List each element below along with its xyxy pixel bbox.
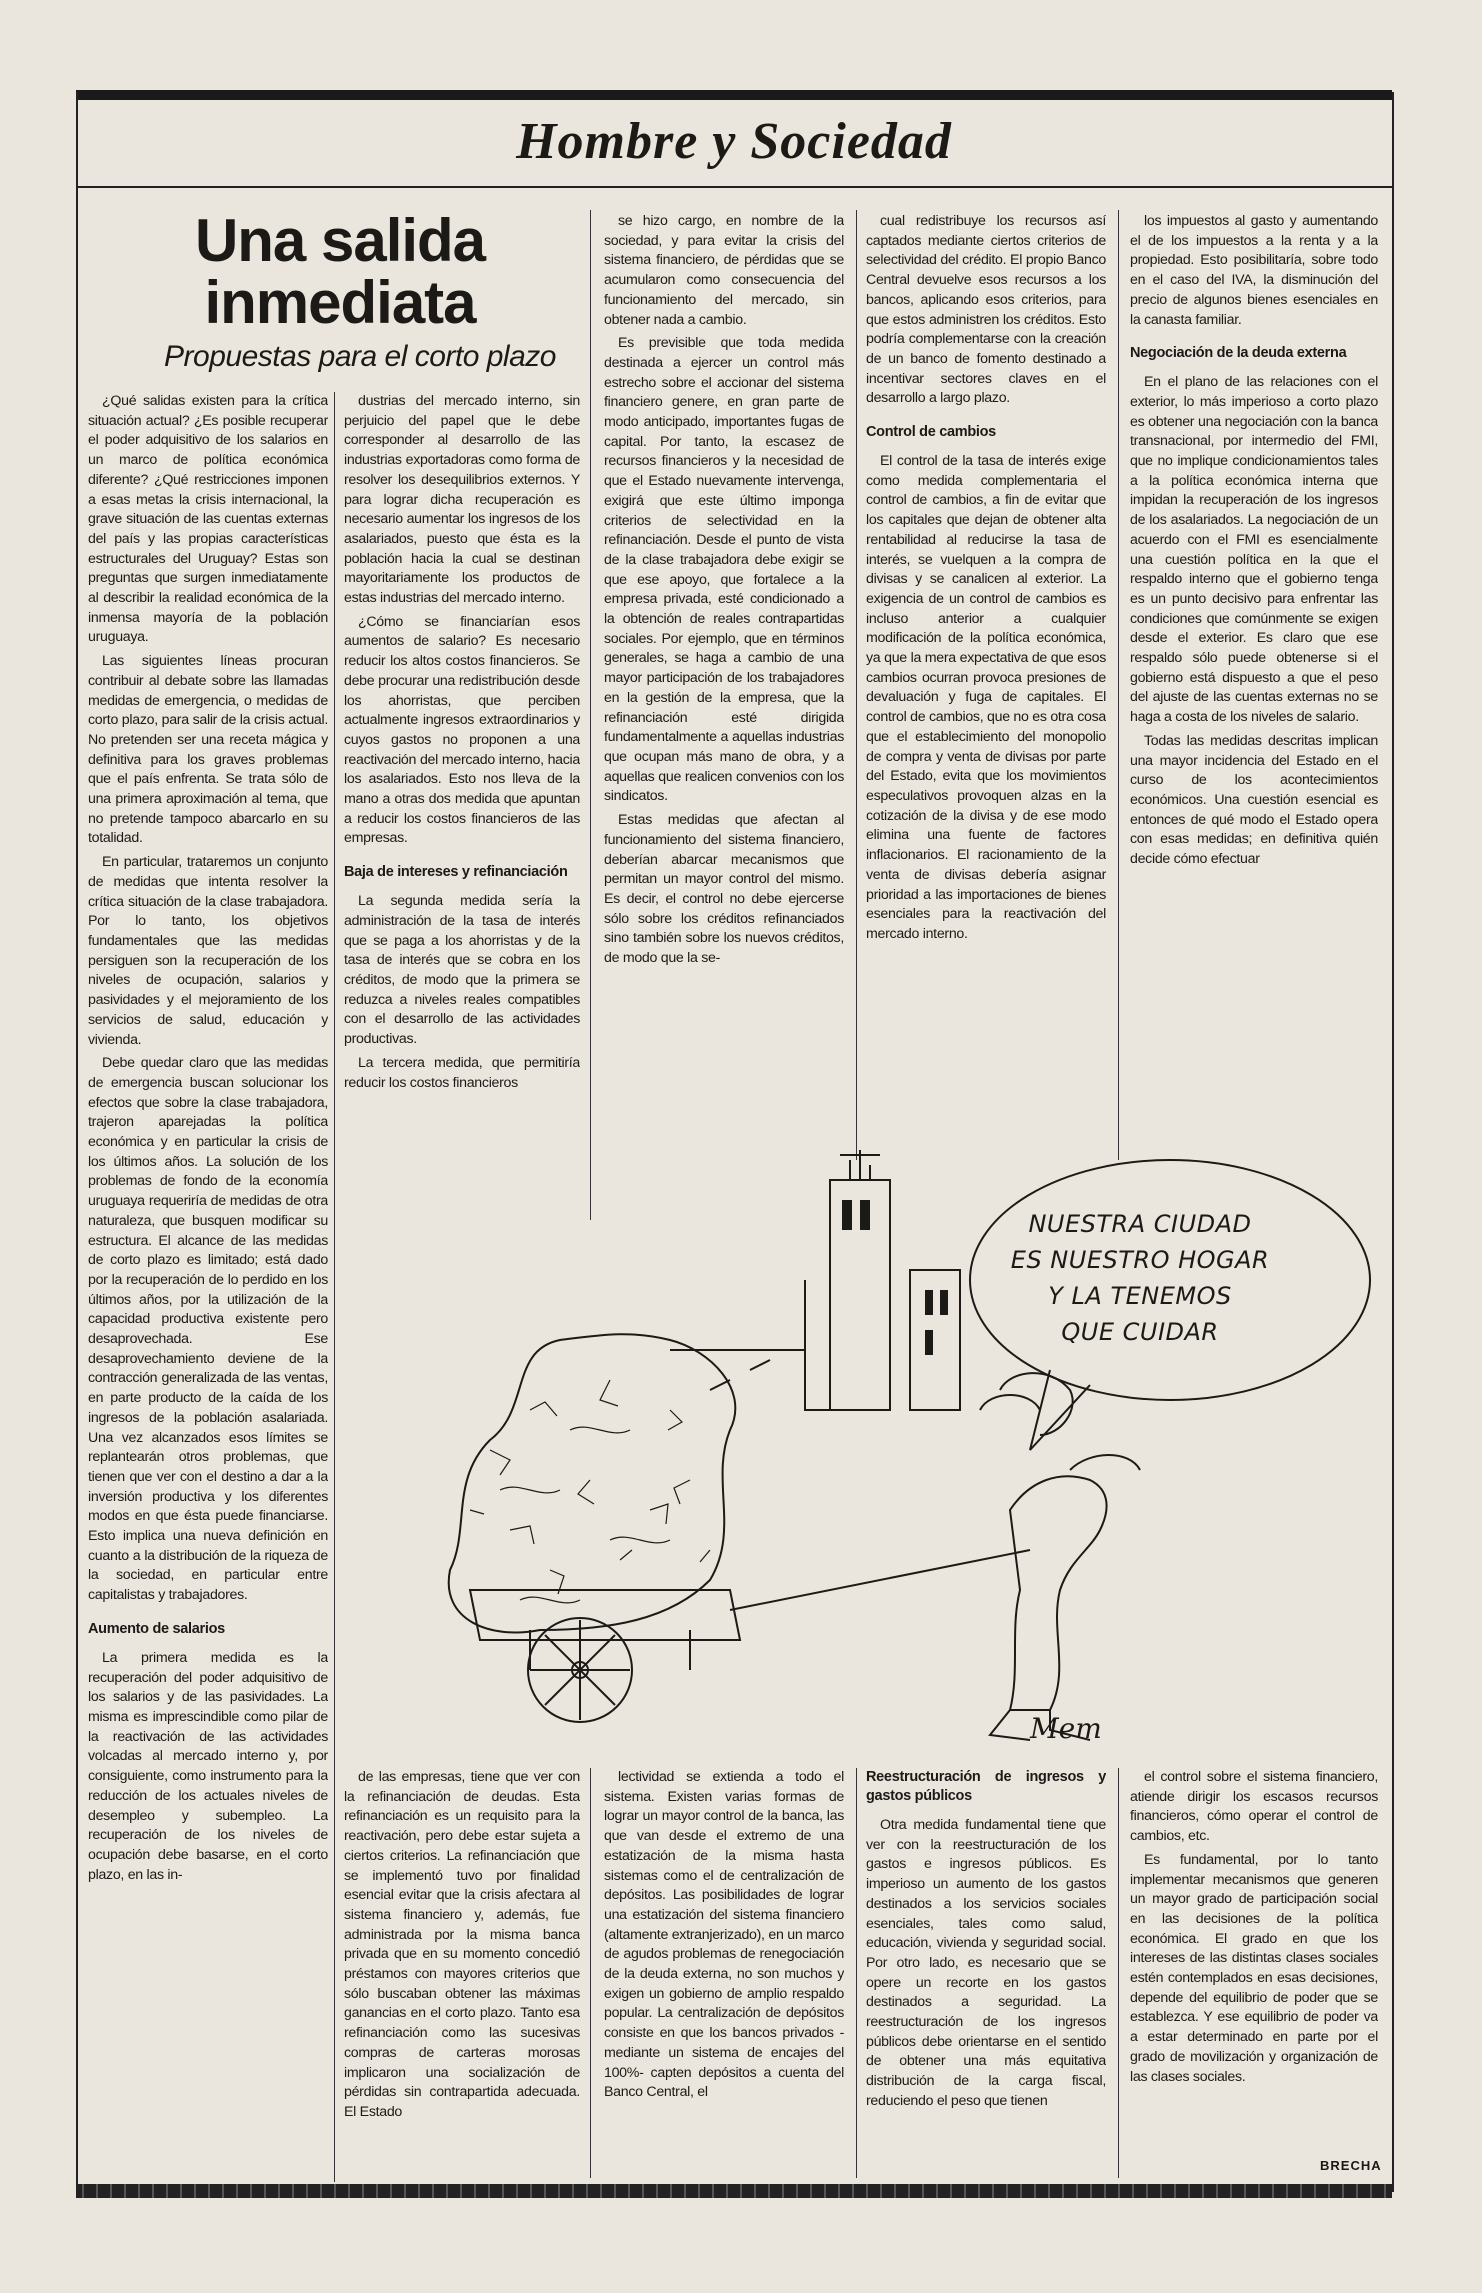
paragraph: En el plano de las relaciones con el exterior, lo más imperioso a corto plazo es obtener una negociación con la banca transnacional, por intermedio del FMI, que no implique condicionamientos tales a la política económica interna que impidan la recuperación de los ingresos de los asalariados. La negociación de un acuerdo con el FMI es esencialmente una cuestión política en la que el respaldo interno que el gobierno tenga es un punto decisivo para enfrentar las condiciones que comúnmente se exigen desde el exterior. Es claro que ese respaldo sólo puede obtenerse si el gobierno está dispuesto a que el peso del ajuste de las cuentas externas no se haga a costa de los niveles de salario. bbox=[1130, 374, 1378, 726]
column-4-bottom bbox=[866, 1768, 1106, 2178]
speech-line-4: QUE CUIDAR bbox=[1061, 1318, 1219, 1346]
paragraph: En particular, trataremos un conjunto de medidas que intenta resolver la crítica situación de la clase trabajadora. Por lo tanto, los objetivos fundamentales que las medidas persiguen son la recuperación de los niveles de ocupación, salarios y pasividades y el mejoramiento de los servicios de salud, educación y vivienda. bbox=[88, 854, 328, 1048]
paragraph: Las siguientes líneas procuran contribuir al debate sobre las llamadas medidas de emergencia, o medidas de corto plazo, para salir de la crisis actual. No pretenden ser una receta mágica y definitiva para los graves problemas que el país enfrenta. Se trata sólo de una primera aproximación al tema, que no pretende tampoco abarcarlo en su totalidad. bbox=[88, 653, 328, 847]
column-2 bbox=[344, 392, 580, 1237]
paragraph: Debe quedar claro que las medidas de emergencia buscan solucionar los efectos que sobre la clase trabajadora, trajeron aparejadas la política económica y en particular la crisis de los últimos años. La solución de los problemas de fondo de la economía uruguaya requeriría de medidas de otra naturaleza, que busquen modificar su estructura. El alcance de las medidas de corto plazo es limitado; está dado por la recuperación de lo perdido en los últimos años, por la utilización de la capacidad productiva existente pero desaprovechada. Ese desaprovechamiento deviene de la contracción generalizada de las ventas, en parte producto de la caída de los ingresos de la población asalariada. Una vez alcanzados esos límites se replantearán otros problemas, que tienen que ver con el destino a dar a la inversión productiva y los diferentes modos en que ésta puede financiarse. Esto implica una nueva definición en cuanto a la distribución de la riqueza de la sociedad, en particular entre capitalistas y trabajadores. bbox=[88, 1055, 328, 1604]
section-title: Hombre y Sociedad bbox=[516, 113, 952, 170]
column-rule bbox=[334, 392, 335, 2182]
paragraph: Es fundamental, por lo tanto implementar mecanismos que generen un mayor grado de participación social en las decisiones de la política económica. El grado en que los intereses de las distintas clases sociales estén contemplados en esas decisiones, depende del equilibrio de poder que se establezca. Y ese equilibrio de poder va a estar determinado en parte por el grado de movilización y organización de las clases sociales. bbox=[1130, 1851, 1378, 2085]
credit-mark: BRECHA bbox=[1320, 2158, 1382, 2173]
paragraph: El control de la tasa de interés exige como medida complementaria el control de cambios, a fin de evitar que los capitales que dejan de obtener alta rentabilidad al reducirse la tasa de interés, se vuelquen a la compra de divisas y se canalicen al exterior. La exigencia de un control de cambios es incluso anterior a cualquier modificación de la política económica, ya que la mera expectativa de que esos cambios ocurran provoca presiones de devaluación y fuga de capitales. El control de cambios, que no es otra cosa que el establecimiento del monopolio de compra y venta de divisas por parte del Estado, evita que los movimientos especulativos provoquen alzas en la cotización de la divisa y de ese modo elimina una fuente de factores inflacionarios. El racionamiento de la venta de divisas debería asignar prioridad a las importaciones de bienes esenciales para la reactivación del mercado interno. bbox=[866, 453, 1106, 942]
title-rule bbox=[76, 186, 1392, 188]
subheading: Baja de intereses y refinanciación bbox=[344, 864, 568, 881]
paragraph: dustrias del mercado interno, sin perjuicio del papel que le debe corresponder al desarrollo de las industrias exportadoras como forma de resolver los desequilibrios externos. Y para lograr dicha recuperación es necesario aumentar los ingresos de los asalariados, puesto que ésta es la población hacia la cual se destinan mayoritariamente los productos de estas industrias del mercado interno. bbox=[344, 393, 580, 607]
bottom-rule bbox=[76, 2184, 1392, 2198]
article-subtitle: Propuestas para el corto plazo bbox=[164, 340, 556, 373]
column-rule bbox=[590, 210, 591, 1220]
speech-line-2: ES NUESTRO HOGAR bbox=[1010, 1246, 1270, 1274]
subheading: Negociación de la deuda externa bbox=[1130, 345, 1347, 362]
paragraph: de las empresas, tiene que ver con la refinanciación de deudas. Esta refinanciación es un requisito para la reactivación, pero debe estar sujeta a ciertos criterios. La refinanciación que se implementó tuvo por finalidad esencial evitar que la crisis afectara al sistema financiero y, además, fue administrada por la misma banca privada que en su momento concedió préstamos con mayores criterios que sólo buscaban obtener las máximas ganancias en el corto plazo. Tanto esa refinanciación como las sucesivas compras de carteras morosas implicaron una socialización de pérdidas sin contrapartida adecuada. El Estado bbox=[344, 1769, 580, 2120]
column-1 bbox=[88, 392, 328, 2182]
column-rule bbox=[590, 1768, 591, 2178]
column-rule bbox=[1118, 210, 1119, 1160]
article-title-line2: inmediata bbox=[204, 269, 476, 336]
column-3 bbox=[604, 212, 844, 1212]
subheading: Control de cambios bbox=[866, 424, 996, 441]
subheading: Aumento de salarios bbox=[88, 1620, 225, 1637]
paragraph: Otra medida fundamental tiene que ver con la reestructuración de los gastos e ingresos públicos. Es imperioso un aumento de los gastos destinados a los servicios sociales esenciales, tales como salud, educación, vivienda y seguridad social. Por otro lado, es necesario que se opere un recorte en los gastos destinados a seguridad. La reestructuración de los ingresos públicos debe orientarse en el sentido de obtener una más equitativa distribución de la carga fiscal, reduciendo el peso que tienen bbox=[866, 1817, 1106, 2109]
paragraph: los impuestos al gasto y aumentando el de los impuestos a la renta y a la propiedad. Esto posibilitaría, sobre todo en el caso del IVA, la disminución del precio de algunos bienes esenciales en la canasta familiar. bbox=[1130, 213, 1378, 328]
speech-line-1: NUESTRA CIUDAD bbox=[1028, 1210, 1252, 1238]
column-5-bottom bbox=[1130, 1768, 1378, 2153]
paragraph: La primera medida es la recuperación del poder adquisitivo de los salarios y de las pasividades. La misma es imprescindible como pilar de la reactivación de las actividades volcadas al mercado interno y, por consiguiente, como instrumento para la reducción de los actuales niveles de desempleo y subempleo. La recuperación de los niveles de ocupación debe basarse, en el corto plazo, en las in- bbox=[88, 1649, 328, 1883]
article-title-line1: Una salida bbox=[194, 207, 486, 274]
paragraph: La tercera medida, que permitiría reducir los costos financieros bbox=[344, 1054, 580, 1091]
column-4 bbox=[866, 212, 1106, 1160]
paragraph: Todas las medidas descritas implican una mayor incidencia del Estado en el curso de los acontecimientos económicos. Una cuestión esencial es entonces de qué modo el Estado opera con esas medidas; en definitiva quién decide cómo efectuar bbox=[1130, 732, 1378, 868]
column-3-bottom bbox=[604, 1768, 844, 2178]
cartoon-drawing bbox=[410, 1150, 1390, 1750]
article-title bbox=[170, 207, 510, 336]
speech-line-3: Y LA TENEMOS bbox=[1048, 1282, 1232, 1310]
cartoon-illustration bbox=[410, 1150, 1390, 1750]
paragraph: Estas medidas que afectan al funcionamiento del sistema financiero, deberían abarcar mecanismos que permitan un mayor control del mismo. Es decir, el control no debe ejercerse sólo sobre los créditos refinanciados sino también sobre los nuevos créditos, de modo que la se- bbox=[604, 812, 844, 967]
column-5 bbox=[1130, 212, 1378, 1112]
paragraph: cual redistribuye los recursos así captados mediante ciertos criterios de selectividad del crédito. El propio Banco Central devuelve esos recursos a los bancos, aplicando esos criterios, para que estos administren los créditos. Esto podría complementarse con la creación de un banco de fomento destinado a incentivar sectores claves en el desarrollo a largo plazo. bbox=[866, 213, 1106, 407]
column-rule bbox=[856, 210, 857, 1160]
column-2-bottom bbox=[344, 1768, 580, 2178]
paragraph: ¿Cómo se financiarían esos aumentos de salario? Es necesario reducir los altos costos financieros. Se debe procurar una redistribución desde los ahorristas, que perciben actualmente ingresos extraordinarios y cuyos gastos no proponen a una reactivación del mercado interno, hacia los asalariados. Esto nos lleva de la mano a otras dos medida que apuntan a reducir los costos financieros de las empresas. bbox=[344, 613, 580, 847]
paragraph: ¿Qué salidas existen para la crítica situación actual? ¿Es posible recuperar el poder adquisitivo de los salarios en un marco de política económica diferente? ¿Qué restricciones imponen a esas metas la crisis internacional, la grave situación de las cuentas externas del país y las propias características estructurales del Uruguay? Estas son preguntas que surgen inmediatamente al describir la realidad económica de la inmensa mayoría de la población uruguaya. bbox=[88, 393, 328, 646]
paragraph: La segunda medida sería la administración de la tasa de interés que se paga a los ahorristas y de la tasa de interés que se cobra en los créditos, de modo que la primera se reduzca a niveles reales compatibles con el desarrollo de las actividades productivas. bbox=[344, 893, 580, 1048]
cartoon-signature: Mem bbox=[1030, 1712, 1102, 1745]
subheading: Reestructuración de ingresos y gastos públicos bbox=[866, 1769, 1106, 1804]
paragraph: lectividad se extienda a todo el sistema. Existen varias formas de lograr un mayor control de la banca, las que van desde el extremo de una estatización de la misma hasta sistemas como el de centralización de depósitos. Las posibilidades de lograr una estatización del sistema financiero (altamente extranjerizado), en un marco de agudos problemas de renegociación de la deuda externa, no son muchos y exigen un gobierno de amplio respaldo popular. La centralización de depósitos consiste en que los bancos privados -mediante un sistema de encajes del 100%- capten depósitos a cuenta del Banco Central, el bbox=[604, 1769, 844, 2101]
column-rule bbox=[856, 1768, 857, 2178]
paragraph: se hizo cargo, en nombre de la sociedad, y para evitar la crisis del sistema financiero, de pérdidas que se acumularon como consecuencia del funcionamiento del mercado, sin obtener nada a cambio. bbox=[604, 213, 844, 328]
paragraph: Es previsible que toda medida destinada a ejercer un control más estrecho sobre el accionar del sistema financiero genere, en gran parte de modo anticipado, importantes fugas de capital. Por tanto, la escasez de recursos financieros y la necesidad de que el Estado nuevamente intervenga, exigirá que este último imponga criterios de selectividad en la refinanciación. Desde el punto de vista de la clase trabajadora debe exigir se que ese apoyo, que fortalece a la empresa privada, esté condicionado a la obtención de reales contrapartidas sociales. Por ejemplo, que en términos generales, se haga a cambio de una mayor participación de los trabajadores en la gestión de la empresa, que la refinanciación esté dirigida fundamentalmente a aquellas industrias que ocupan más mano de obra, y a aquellas que realicen convenios con los sindicatos. bbox=[604, 335, 844, 805]
column-rule bbox=[1118, 1768, 1119, 2178]
paragraph: el control sobre el sistema financiero, atiende dirigir los escasos recursos financieros, cómo operar el control de cambios, etc. bbox=[1130, 1769, 1378, 1845]
